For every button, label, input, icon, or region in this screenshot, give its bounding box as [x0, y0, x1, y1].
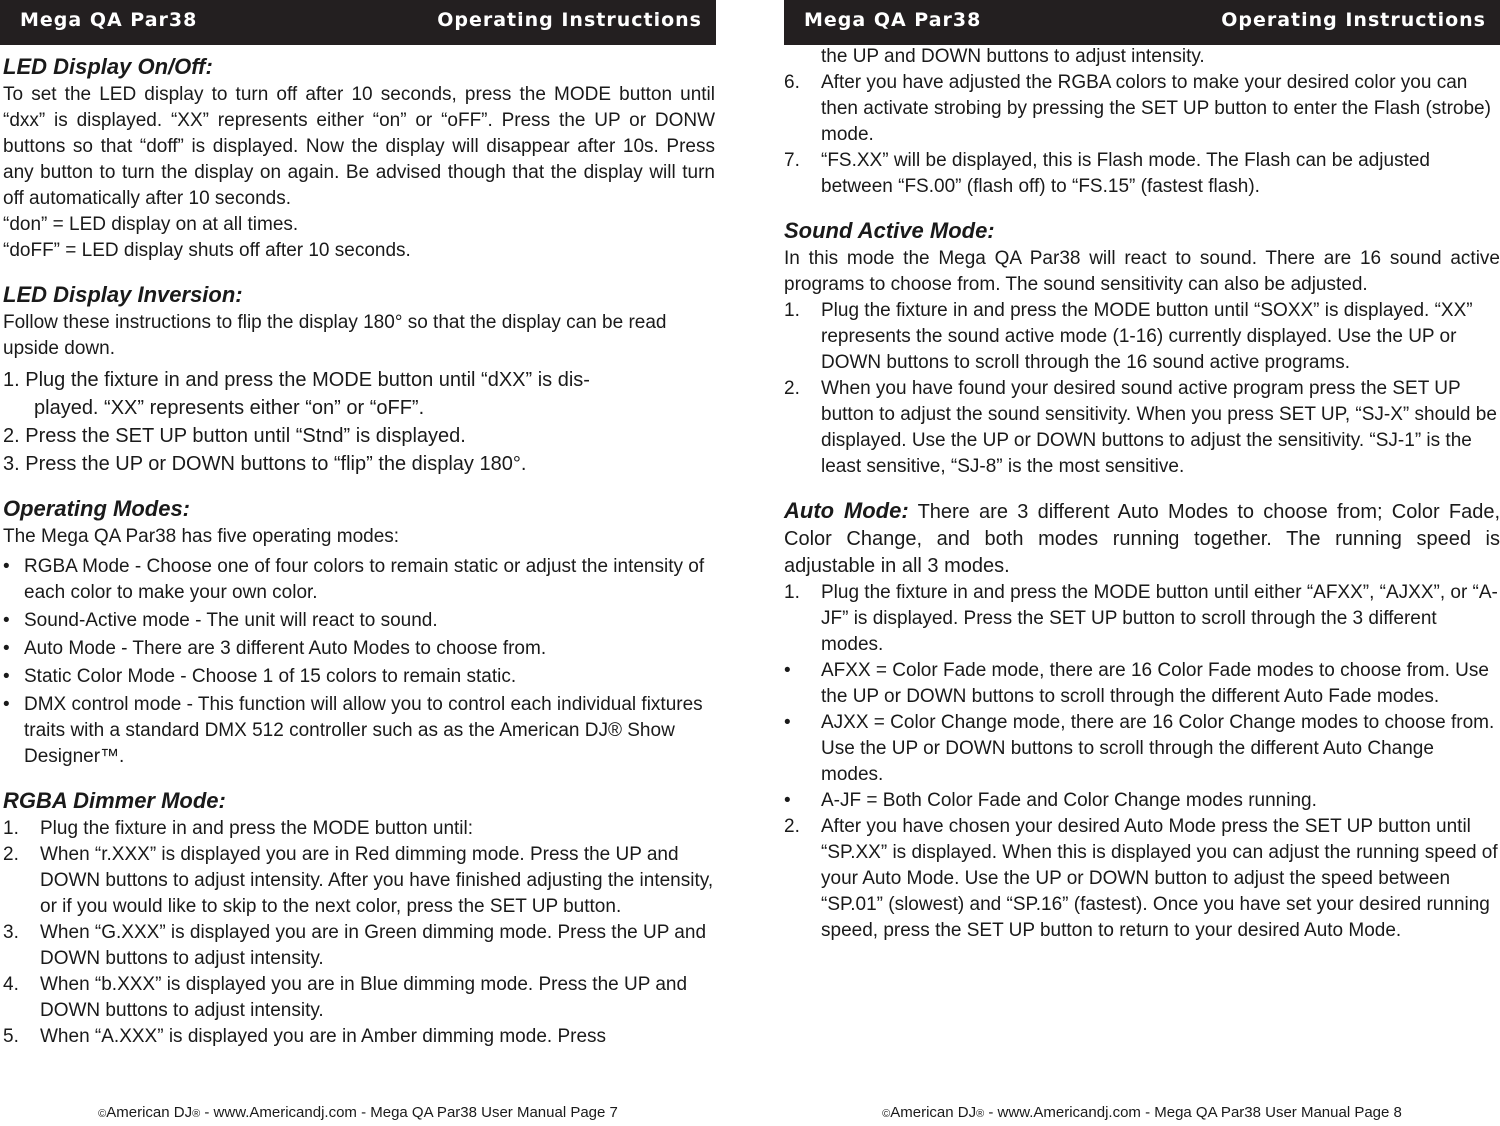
header-section: Operating Instructions — [437, 9, 702, 31]
item-number: 2. — [3, 844, 19, 865]
item-text: When “r.XXX” is displayed you are in Red dimming mode. Press the UP and DOWN buttons to adjust intensity. After you have finished adjusting the intensity, or if you would like to skip to the next color, press the SET UP button. — [40, 844, 714, 917]
item-number: 2. — [784, 816, 800, 837]
item-text: After you have chosen your desired Auto Mode press the SET UP button until “SP.XX” is displayed. When this is displayed you can adjust the running speed of your Auto Mode. Use the UP or DOWN button to adjust the speed between “SP.01” (slowest) and “SP.16” (fastest). Once you have set your desired running speed, press the SET UP button to return to your desired Auto Mode. — [821, 816, 1498, 941]
inversion-step: played. “XX” represents either “on” or “oFF”. — [34, 397, 425, 419]
list-item — [3, 920, 715, 972]
list-item — [784, 298, 1500, 376]
bullet: • — [3, 610, 10, 631]
list-item — [784, 148, 1500, 200]
list-item — [3, 972, 715, 1024]
list-item — [3, 608, 715, 634]
header-section: Operating Instructions — [1221, 9, 1486, 31]
list-item — [784, 580, 1500, 658]
mode-item-text: RGBA Mode - Choose one of four colors to remain static or adjust the intensity of each color to make your own color. — [24, 556, 705, 603]
footer-text: - www.Americandj.com - Mega QA Par38 User Manual Page 7 — [200, 1104, 618, 1121]
item-number: 7. — [784, 150, 800, 171]
left-content — [3, 52, 715, 1050]
led-onoff-heading: LED Display On/Off: — [3, 54, 213, 79]
mode-item-text: Auto Mode - There are 3 different Auto Modes to choose from. — [24, 638, 547, 659]
footer-brand: American DJ — [890, 1104, 977, 1121]
sound-intro: In this mode the Mega QA Par38 will react to sound. There are 16 sound active programs to choose from. The sound sensitivity can also be adjusted. — [784, 248, 1500, 295]
led-on-line: “don” = LED display on at all times. — [3, 214, 299, 235]
item-number: 1. — [784, 300, 800, 321]
page-footer — [784, 1103, 1500, 1124]
item-text: AJXX = Color Change mode, there are 16 Color Change modes to choose from. Use the UP or DOWN buttons to scroll through the different Auto Change modes. — [821, 712, 1495, 785]
item-text: Plug the fixture in and press the MODE button until either “AFXX”, “AJXX”, or “A-JF” is displayed. Press the SET UP button to scroll through the 3 different modes. — [821, 582, 1498, 655]
header-title: Mega QA Par38 — [20, 9, 198, 31]
list-item — [784, 376, 1500, 480]
inversion-step: 2. Press the SET UP button until “Stnd” is displayed. — [3, 425, 466, 447]
page-header — [784, 0, 1500, 45]
right-content — [784, 44, 1500, 944]
right-page — [784, 0, 1500, 1126]
list-item — [784, 658, 1500, 710]
page-header — [0, 0, 716, 45]
item-number: 3. — [3, 922, 19, 943]
item-number: • — [784, 660, 791, 681]
list-item — [784, 70, 1500, 148]
mode-item-text: Static Color Mode - Choose 1 of 15 colors to remain static. — [24, 666, 517, 687]
mode-item-text: Sound-Active mode - The unit will react to sound. — [24, 610, 438, 631]
inversion-step: 3. Press the UP or DOWN buttons to “flip” the display 180°. — [3, 453, 527, 475]
auto-paragraph — [784, 496, 1500, 580]
bullet: • — [3, 638, 10, 659]
item-number: 1. — [784, 582, 800, 603]
led-off-line: “doFF” = LED display shuts off after 10 seconds. — [3, 240, 411, 261]
item-number: 5. — [3, 1026, 19, 1047]
inversion-heading: LED Display Inversion: — [3, 282, 243, 307]
inversion-step: 1. Plug the fixture in and press the MODE button until “dXX” is dis- — [3, 369, 590, 391]
list-item — [784, 710, 1500, 788]
item-text: “FS.XX” will be displayed, this is Flash mode. The Flash can be adjusted between “FS.00” (flash off) to “FS.15” (fastest flash). — [821, 150, 1430, 197]
copyright-symbol: © — [882, 1108, 891, 1120]
item-number: • — [784, 712, 791, 733]
copyright-symbol: © — [98, 1108, 107, 1120]
item-text: When you have found your desired sound active program press the SET UP button to adjust the sound sensitivity. When you press SET UP, “SJ-X” should be displayed. Use the UP or DOWN buttons to adjust the sensitivity. “SJ-1” is the least sensitive, “SJ-8” is the most sensitive. — [821, 378, 1497, 477]
mode-item-text: DMX control mode - This function will allow you to control each individual fixtures traits with a standard DMX 512 controller such as as the American DJ® Show Designer™. — [24, 694, 703, 767]
led-onoff-paragraph: To set the LED display to turn off after 10 seconds, press the MODE button until “dxx” is displayed. “XX” represents either “on” or “oFF”. Press the UP or DONW buttons so that “doff” is displayed. Now the display will disappear after 10s. Press any button to turn the display on again. Be advised though that the display will turn off automatically after 10 seconds. — [3, 84, 715, 209]
list-item — [3, 842, 715, 920]
item-number: 4. — [3, 974, 19, 995]
list-item — [3, 554, 715, 606]
item-number: • — [784, 790, 791, 811]
list-item — [3, 1024, 715, 1050]
item-text: A-JF = Both Color Fade and Color Change modes running. — [821, 790, 1317, 811]
item-text: Plug the fixture in and press the MODE button until “SOXX” is displayed. “XX” represents the sound active mode (1-16) currently displayed. Use the UP or DOWN buttons to scroll through the 16 sound active programs. — [821, 300, 1473, 373]
inversion-intro: Follow these instructions to flip the display 180° so that the display can be read upside down. — [3, 312, 667, 359]
list-item — [3, 664, 715, 690]
sound-heading: Sound Active Mode: — [784, 218, 995, 243]
item-text: After you have adjusted the RGBA colors to make your desired color you can then activate strobing by pressing the SET UP button to enter the Flash (strobe) mode. — [821, 72, 1491, 145]
item-number: 6. — [784, 72, 800, 93]
header-title: Mega QA Par38 — [804, 9, 982, 31]
list-item — [784, 814, 1500, 944]
item-text: When “A.XXX” is displayed you are in Amber dimming mode. Press — [40, 1026, 607, 1047]
item-number: 1. — [3, 818, 19, 839]
bullet: • — [3, 666, 10, 687]
footer-text: - www.Americandj.com - Mega QA Par38 User Manual Page 8 — [984, 1104, 1402, 1121]
item-text: Plug the fixture in and press the MODE button until: — [40, 818, 474, 839]
registered-symbol: ® — [976, 1108, 985, 1120]
registered-symbol: ® — [192, 1108, 201, 1120]
left-page — [0, 0, 716, 1126]
bullet: • — [3, 556, 10, 577]
list-item — [3, 692, 715, 770]
item-text: AFXX = Color Fade mode, there are 16 Color Fade modes to choose from. Use the UP or DOWN buttons to scroll through the different Auto Fade modes. — [821, 660, 1489, 707]
auto-intro: There are 3 different Auto Modes to choose from; Color Fade, Color Change, and both modes running together. The running speed is adjustable in all 3 modes. — [784, 501, 1500, 577]
item-text: When “b.XXX” is displayed you are in Blue dimming mode. Press the UP and DOWN buttons to adjust intensity. — [40, 974, 688, 1021]
item-number: 2. — [784, 378, 800, 399]
page-footer — [0, 1103, 716, 1124]
modes-heading: Operating Modes: — [3, 496, 191, 521]
modes-intro: The Mega QA Par38 has five operating modes: — [3, 526, 400, 547]
footer-brand: American DJ — [106, 1104, 193, 1121]
list-item — [3, 816, 715, 842]
rgba-heading: RGBA Dimmer Mode: — [3, 788, 226, 813]
item-text: When “G.XXX” is displayed you are in Green dimming mode. Press the UP and DOWN buttons to adjust intensity. — [40, 922, 707, 969]
bullet: • — [3, 694, 10, 715]
list-item — [784, 788, 1500, 814]
auto-heading: Auto Mode: — [784, 498, 909, 523]
list-item — [3, 636, 715, 662]
continued-line: the UP and DOWN buttons to adjust intensity. — [821, 46, 1205, 67]
